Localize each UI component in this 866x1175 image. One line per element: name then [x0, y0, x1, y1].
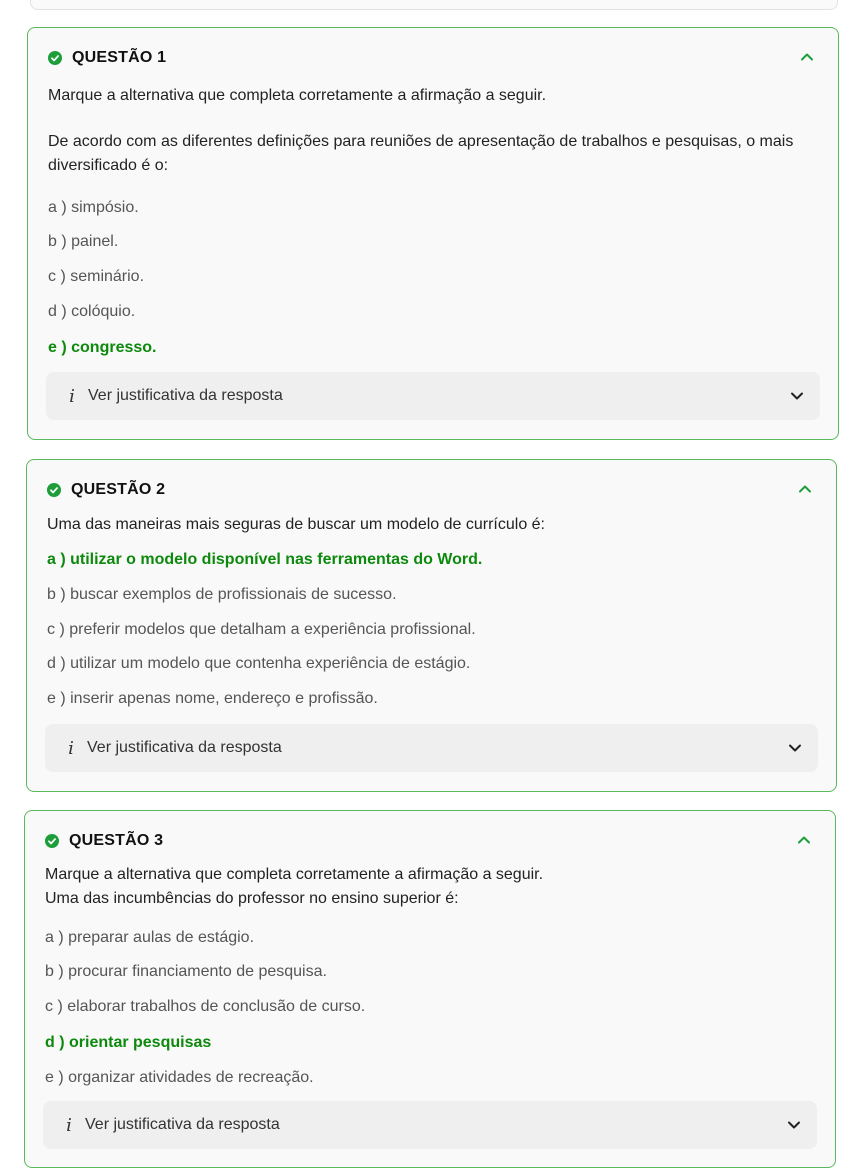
check-circle-icon [45, 834, 59, 848]
check-circle-icon [48, 51, 62, 65]
option-c[interactable]: c ) seminário. [48, 268, 145, 285]
previous-card-edge [30, 0, 838, 10]
option-a-correct[interactable]: a ) utilizar o modelo disponível nas ferramentas do Word. [47, 551, 483, 568]
chevron-down-icon [790, 389, 804, 403]
option-c[interactable]: c ) elaborar trabalhos de conclusão de curso. [45, 998, 366, 1015]
question-statement: Uma das incumbências do professor no ensino superior é: [45, 890, 459, 907]
option-d[interactable]: d ) utilizar um modelo que contenha experiência de estágio. [47, 655, 471, 672]
justification-label: Ver justificativa da resposta [88, 387, 283, 404]
question-header[interactable] [47, 478, 816, 502]
option-a[interactable]: a ) preparar aulas de estágio. [45, 929, 255, 946]
option-e-correct[interactable]: e ) congresso. [48, 339, 157, 356]
chevron-down-icon [788, 741, 802, 755]
question-title: QUESTÃO 1 [72, 49, 167, 66]
question-title: QUESTÃO 2 [71, 481, 166, 498]
chevron-up-icon[interactable] [798, 482, 812, 496]
question-statement: De acordo com as diferentes definições para reuniões de apresentação de trabalhos e pesquisas, o mais diversificado é o: [48, 133, 794, 174]
info-icon: i [69, 385, 75, 407]
question-title: QUESTÃO 3 [69, 832, 164, 849]
question-statement: Uma das maneiras mais seguras de buscar um modelo de currículo é: [47, 516, 545, 533]
justification-label: Ver justificativa da resposta [85, 1116, 280, 1133]
info-icon: i [68, 737, 74, 759]
justification-toggle[interactable] [43, 1101, 817, 1149]
question-card-1 [27, 27, 839, 440]
option-b[interactable]: b ) painel. [48, 233, 119, 250]
question-card-3 [24, 810, 836, 1168]
option-e[interactable]: e ) inserir apenas nome, endereço e profissão. [47, 690, 378, 707]
question-header[interactable] [45, 829, 815, 853]
check-circle-icon [47, 483, 61, 497]
question-statement: Marque a alternativa que completa corretamente a afirmação a seguir. [45, 866, 544, 883]
option-d[interactable]: d ) colóquio. [48, 303, 136, 320]
justification-toggle[interactable] [46, 372, 820, 420]
question-statement: Marque a alternativa que completa corretamente a afirmação a seguir. [48, 87, 547, 104]
chevron-up-icon[interactable] [800, 50, 814, 64]
option-a[interactable]: a ) simpósio. [48, 199, 139, 216]
option-c[interactable]: c ) preferir modelos que detalham a experiência profissional. [47, 621, 476, 638]
question-header[interactable] [48, 46, 818, 70]
option-b[interactable]: b ) procurar financiamento de pesquisa. [45, 963, 327, 980]
question-card-2 [26, 459, 837, 792]
chevron-up-icon[interactable] [797, 833, 811, 847]
justification-label: Ver justificativa da resposta [87, 739, 282, 756]
option-d-correct[interactable]: d ) orientar pesquisas [45, 1034, 212, 1051]
option-e[interactable]: e ) organizar atividades de recreação. [45, 1069, 314, 1086]
chevron-down-icon [787, 1118, 801, 1132]
justification-toggle[interactable] [45, 724, 818, 772]
info-icon: i [66, 1114, 72, 1136]
option-b[interactable]: b ) buscar exemplos de profissionais de sucesso. [47, 586, 397, 603]
